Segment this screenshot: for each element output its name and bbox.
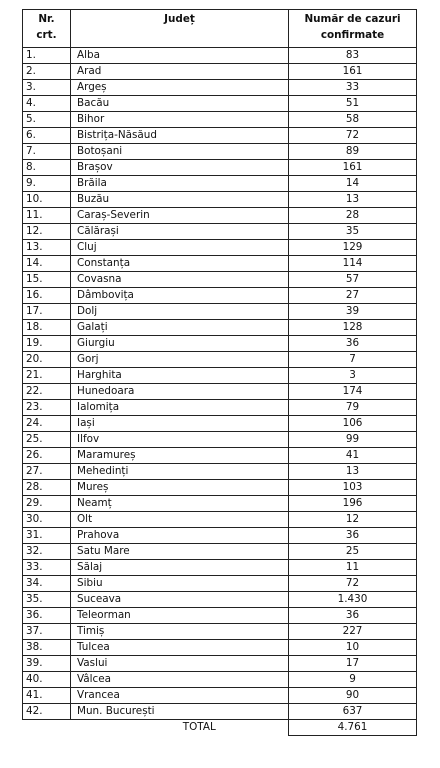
cases-count: 9	[289, 672, 417, 688]
row-number: 39.	[23, 656, 71, 672]
row-number: 6.	[23, 128, 71, 144]
table-row	[23, 592, 417, 608]
row-number: 21.	[23, 368, 71, 384]
county-name: Sibiu	[71, 576, 289, 592]
table-row	[23, 448, 417, 464]
cases-count: 10	[289, 640, 417, 656]
table-row	[23, 528, 417, 544]
county-name: Maramureș	[71, 448, 289, 464]
table-row	[23, 304, 417, 320]
table-row	[23, 640, 417, 656]
table-row	[23, 576, 417, 592]
table-row	[23, 368, 417, 384]
cases-count: 72	[289, 576, 417, 592]
row-number: 31.	[23, 528, 71, 544]
row-number: 24.	[23, 416, 71, 432]
county-name: Mehedinți	[71, 464, 289, 480]
header-nr-crt	[23, 10, 71, 48]
table-row	[23, 432, 417, 448]
cases-count: 25	[289, 544, 417, 560]
county-name: Galați	[71, 320, 289, 336]
row-number: 18.	[23, 320, 71, 336]
cases-count: 79	[289, 400, 417, 416]
cases-count: 72	[289, 128, 417, 144]
table-row	[23, 256, 417, 272]
cases-count: 7	[289, 352, 417, 368]
cases-count: 103	[289, 480, 417, 496]
cases-count: 89	[289, 144, 417, 160]
row-number: 26.	[23, 448, 71, 464]
cases-count: 58	[289, 112, 417, 128]
row-number: 8.	[23, 160, 71, 176]
row-number: 28.	[23, 480, 71, 496]
row-number: 35.	[23, 592, 71, 608]
table-row	[23, 560, 417, 576]
cases-by-county-table	[22, 9, 417, 736]
row-number: 25.	[23, 432, 71, 448]
table-row	[23, 688, 417, 704]
cases-count: 51	[289, 96, 417, 112]
row-number: 9.	[23, 176, 71, 192]
county-name: Prahova	[71, 528, 289, 544]
county-name: Vaslui	[71, 656, 289, 672]
table-row	[23, 128, 417, 144]
county-name: Giurgiu	[71, 336, 289, 352]
row-number: 14.	[23, 256, 71, 272]
county-name: Gorj	[71, 352, 289, 368]
row-number: 37.	[23, 624, 71, 640]
cases-count: 12	[289, 512, 417, 528]
row-number: 36.	[23, 608, 71, 624]
total-row	[23, 720, 417, 736]
cases-count: 33	[289, 80, 417, 96]
county-name: Sălaj	[71, 560, 289, 576]
county-name: Mun. București	[71, 704, 289, 720]
row-number: 32.	[23, 544, 71, 560]
cases-count: 28	[289, 208, 417, 224]
table-row	[23, 400, 417, 416]
row-number: 23.	[23, 400, 71, 416]
county-name: Brașov	[71, 160, 289, 176]
county-name: Covasna	[71, 272, 289, 288]
row-number: 4.	[23, 96, 71, 112]
cases-table-document	[22, 9, 416, 736]
county-name: Caraș-Severin	[71, 208, 289, 224]
county-name: Botoșani	[71, 144, 289, 160]
total-empty-cell	[23, 720, 71, 736]
row-number: 22.	[23, 384, 71, 400]
county-name: Cluj	[71, 240, 289, 256]
county-name: Argeș	[71, 80, 289, 96]
cases-count: 227	[289, 624, 417, 640]
table-header-row	[23, 10, 417, 48]
cases-count: 36	[289, 528, 417, 544]
table-row	[23, 624, 417, 640]
table-row	[23, 160, 417, 176]
row-number: 17.	[23, 304, 71, 320]
cases-count: 17	[289, 656, 417, 672]
header-cases	[289, 10, 417, 48]
table-row	[23, 464, 417, 480]
cases-count: 36	[289, 336, 417, 352]
header-nr: Nr.	[38, 13, 55, 25]
table-row	[23, 608, 417, 624]
county-name: Bistrița-Năsăud	[71, 128, 289, 144]
table-row	[23, 512, 417, 528]
table-row	[23, 224, 417, 240]
table-row	[23, 496, 417, 512]
cases-count: 13	[289, 464, 417, 480]
cases-count: 27	[289, 288, 417, 304]
cases-count: 11	[289, 560, 417, 576]
cases-count: 106	[289, 416, 417, 432]
row-number: 19.	[23, 336, 71, 352]
header-crt: crt.	[36, 29, 57, 41]
county-name: Bihor	[71, 112, 289, 128]
table-row	[23, 176, 417, 192]
county-name: Satu Mare	[71, 544, 289, 560]
cases-count: 39	[289, 304, 417, 320]
table-row	[23, 240, 417, 256]
table-row	[23, 336, 417, 352]
county-name: Bacău	[71, 96, 289, 112]
row-number: 2.	[23, 64, 71, 80]
cases-count: 36	[289, 608, 417, 624]
county-name: Arad	[71, 64, 289, 80]
county-name: Călărași	[71, 224, 289, 240]
cases-count: 128	[289, 320, 417, 336]
row-number: 13.	[23, 240, 71, 256]
cases-count: 3	[289, 368, 417, 384]
county-name: Mureș	[71, 480, 289, 496]
row-number: 38.	[23, 640, 71, 656]
cases-count: 637	[289, 704, 417, 720]
row-number: 41.	[23, 688, 71, 704]
table-row	[23, 80, 417, 96]
table-row	[23, 192, 417, 208]
county-name: Suceava	[71, 592, 289, 608]
county-name: Neamț	[71, 496, 289, 512]
table-row	[23, 672, 417, 688]
row-number: 42.	[23, 704, 71, 720]
row-number: 11.	[23, 208, 71, 224]
county-name: Constanța	[71, 256, 289, 272]
row-number: 34.	[23, 576, 71, 592]
cases-count: 174	[289, 384, 417, 400]
county-name: Brăila	[71, 176, 289, 192]
cases-count: 1.430	[289, 592, 417, 608]
table-row	[23, 64, 417, 80]
row-number: 27.	[23, 464, 71, 480]
county-name: Ialomița	[71, 400, 289, 416]
row-number: 7.	[23, 144, 71, 160]
header-cases-line2: confirmate	[320, 29, 385, 41]
county-name: Tulcea	[71, 640, 289, 656]
cases-count: 161	[289, 160, 417, 176]
cases-count: 14	[289, 176, 417, 192]
row-number: 16.	[23, 288, 71, 304]
county-name: Timiș	[71, 624, 289, 640]
header-cases-line1: Număr de cazuri	[304, 13, 401, 25]
county-name: Teleorman	[71, 608, 289, 624]
county-name: Hunedoara	[71, 384, 289, 400]
county-name: Ilfov	[71, 432, 289, 448]
table-row	[23, 352, 417, 368]
cases-count: 114	[289, 256, 417, 272]
county-name: Alba	[71, 48, 289, 64]
table-row	[23, 144, 417, 160]
table-row	[23, 320, 417, 336]
table-row	[23, 272, 417, 288]
cases-count: 99	[289, 432, 417, 448]
county-name: Olt	[71, 512, 289, 528]
cases-count: 35	[289, 224, 417, 240]
row-number: 40.	[23, 672, 71, 688]
county-name: Vâlcea	[71, 672, 289, 688]
table-row	[23, 208, 417, 224]
table-row	[23, 656, 417, 672]
table-row	[23, 48, 417, 64]
table-row	[23, 704, 417, 720]
cases-count: 41	[289, 448, 417, 464]
cases-count: 57	[289, 272, 417, 288]
table-row	[23, 480, 417, 496]
total-cases: 4.761	[289, 720, 417, 736]
header-county: Județ	[71, 10, 289, 48]
cases-count: 83	[289, 48, 417, 64]
county-name: Iași	[71, 416, 289, 432]
table-row	[23, 288, 417, 304]
cases-count: 90	[289, 688, 417, 704]
table-row	[23, 384, 417, 400]
cases-count: 196	[289, 496, 417, 512]
total-label: TOTAL	[182, 721, 216, 734]
row-number: 5.	[23, 112, 71, 128]
table-row	[23, 96, 417, 112]
county-name: Dolj	[71, 304, 289, 320]
row-number: 3.	[23, 80, 71, 96]
county-name: Dâmbovița	[71, 288, 289, 304]
row-number: 10.	[23, 192, 71, 208]
table-row	[23, 112, 417, 128]
row-number: 15.	[23, 272, 71, 288]
row-number: 30.	[23, 512, 71, 528]
county-name: Harghita	[71, 368, 289, 384]
row-number: 29.	[23, 496, 71, 512]
county-name: Buzău	[71, 192, 289, 208]
cases-count: 129	[289, 240, 417, 256]
county-name: Vrancea	[71, 688, 289, 704]
row-number: 20.	[23, 352, 71, 368]
cases-count: 161	[289, 64, 417, 80]
cases-count: 13	[289, 192, 417, 208]
row-number: 33.	[23, 560, 71, 576]
table-row	[23, 544, 417, 560]
row-number: 12.	[23, 224, 71, 240]
row-number: 1.	[23, 48, 71, 64]
table-row	[23, 416, 417, 432]
